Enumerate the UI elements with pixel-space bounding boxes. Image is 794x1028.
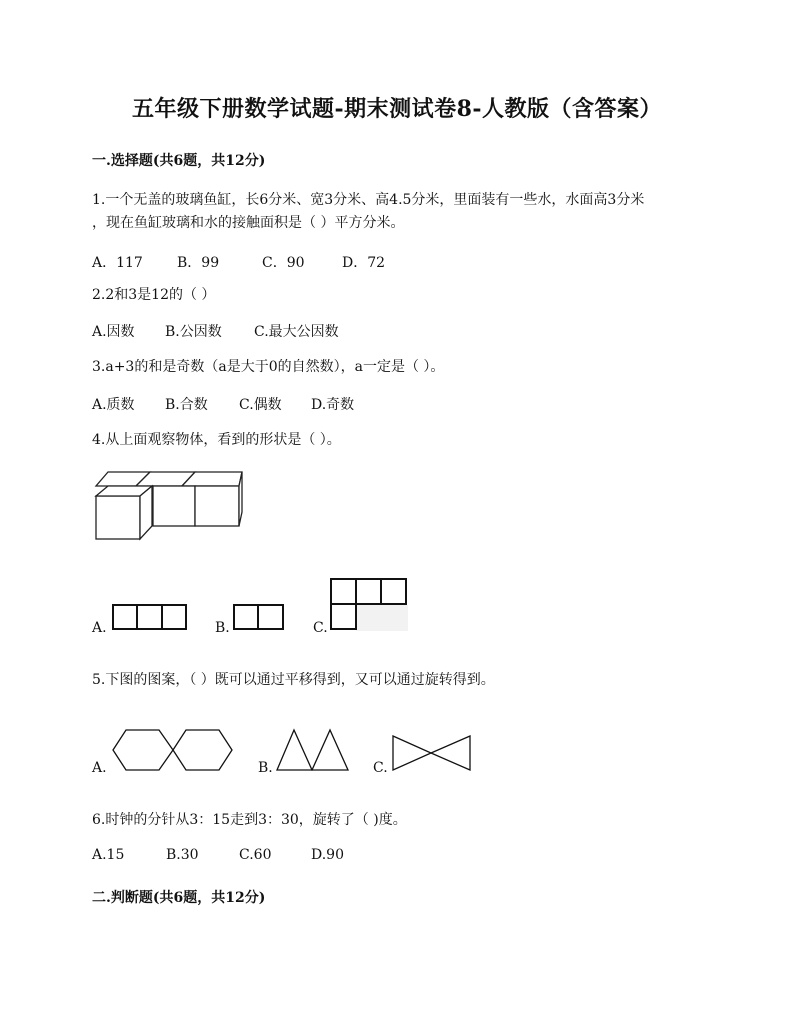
question-1-option-b: B．99 xyxy=(177,255,220,271)
question-5-option-a: A. xyxy=(92,760,107,776)
question-3-option-c: C.偶数 xyxy=(239,397,282,413)
question-1-line-2: ，现在鱼缸玻璃和水的接触面积是（ ）平方分米。 xyxy=(92,215,405,231)
pattern-option-c-bowtie xyxy=(392,734,472,772)
question-4-option-c: C. xyxy=(313,620,328,636)
section-heading-choice: 一.选择题(共6题，共12分) xyxy=(92,153,266,169)
question-2-line-1: 2.2和3是12的（ ） xyxy=(92,287,216,303)
question-6-option-a: A.15 xyxy=(92,847,125,863)
question-1-line-1: 1.一个无盖的玻璃鱼缸，长6分米、宽3分米、高4.5分米，里面装有一些水，水面高3分米 xyxy=(92,192,645,208)
view-option-a-three-squares xyxy=(112,604,188,632)
page-title: 五年级下册数学试题-期末测试卷8-人教版（含答案） xyxy=(131,96,663,122)
question-2-option-a: A.因数 xyxy=(92,324,135,340)
question-4-line-1: 4.从上面观察物体，看到的形状是（ ）。 xyxy=(92,432,341,448)
question-1-option-a: A．117 xyxy=(92,255,143,271)
pattern-option-a-hexagons xyxy=(112,728,234,772)
question-6-line-1: 6.时钟的分针从3：15走到3：30，旋转了（ )度。 xyxy=(92,812,407,828)
question-4-option-b: B. xyxy=(215,620,230,636)
question-6-option-b: B.30 xyxy=(166,847,199,863)
view-option-b-two-squares xyxy=(233,604,285,632)
question-3-option-d: D.奇数 xyxy=(311,397,355,413)
question-4-option-a: A. xyxy=(92,620,107,636)
cubes-3d-figure xyxy=(94,468,256,542)
question-5-option-c: C. xyxy=(373,760,388,776)
question-2-option-c: C.最大公因数 xyxy=(254,324,339,340)
view-option-c-l-shape xyxy=(330,578,410,632)
question-3-option-a: A.质数 xyxy=(92,397,135,413)
question-1-option-d: D．72 xyxy=(342,255,386,271)
question-3-option-b: B.合数 xyxy=(165,397,208,413)
question-6-option-c: C.60 xyxy=(239,847,272,863)
pattern-option-b-triangles xyxy=(276,728,350,772)
question-5-option-b: B. xyxy=(258,760,273,776)
question-5-line-1: 5.下图的图案，（ ）既可以通过平移得到，又可以通过旋转得到。 xyxy=(92,672,495,688)
section-heading-judgement: 二.判断题(共6题，共12分) xyxy=(92,890,266,906)
question-2-option-b: B.公因数 xyxy=(165,324,222,340)
question-6-option-d: D.90 xyxy=(311,847,344,863)
question-1-option-c: C．90 xyxy=(262,255,305,271)
question-3-line-1: 3.a+3的和是奇数（a是大于0的自然数），a一定是（ ）。 xyxy=(92,359,445,375)
